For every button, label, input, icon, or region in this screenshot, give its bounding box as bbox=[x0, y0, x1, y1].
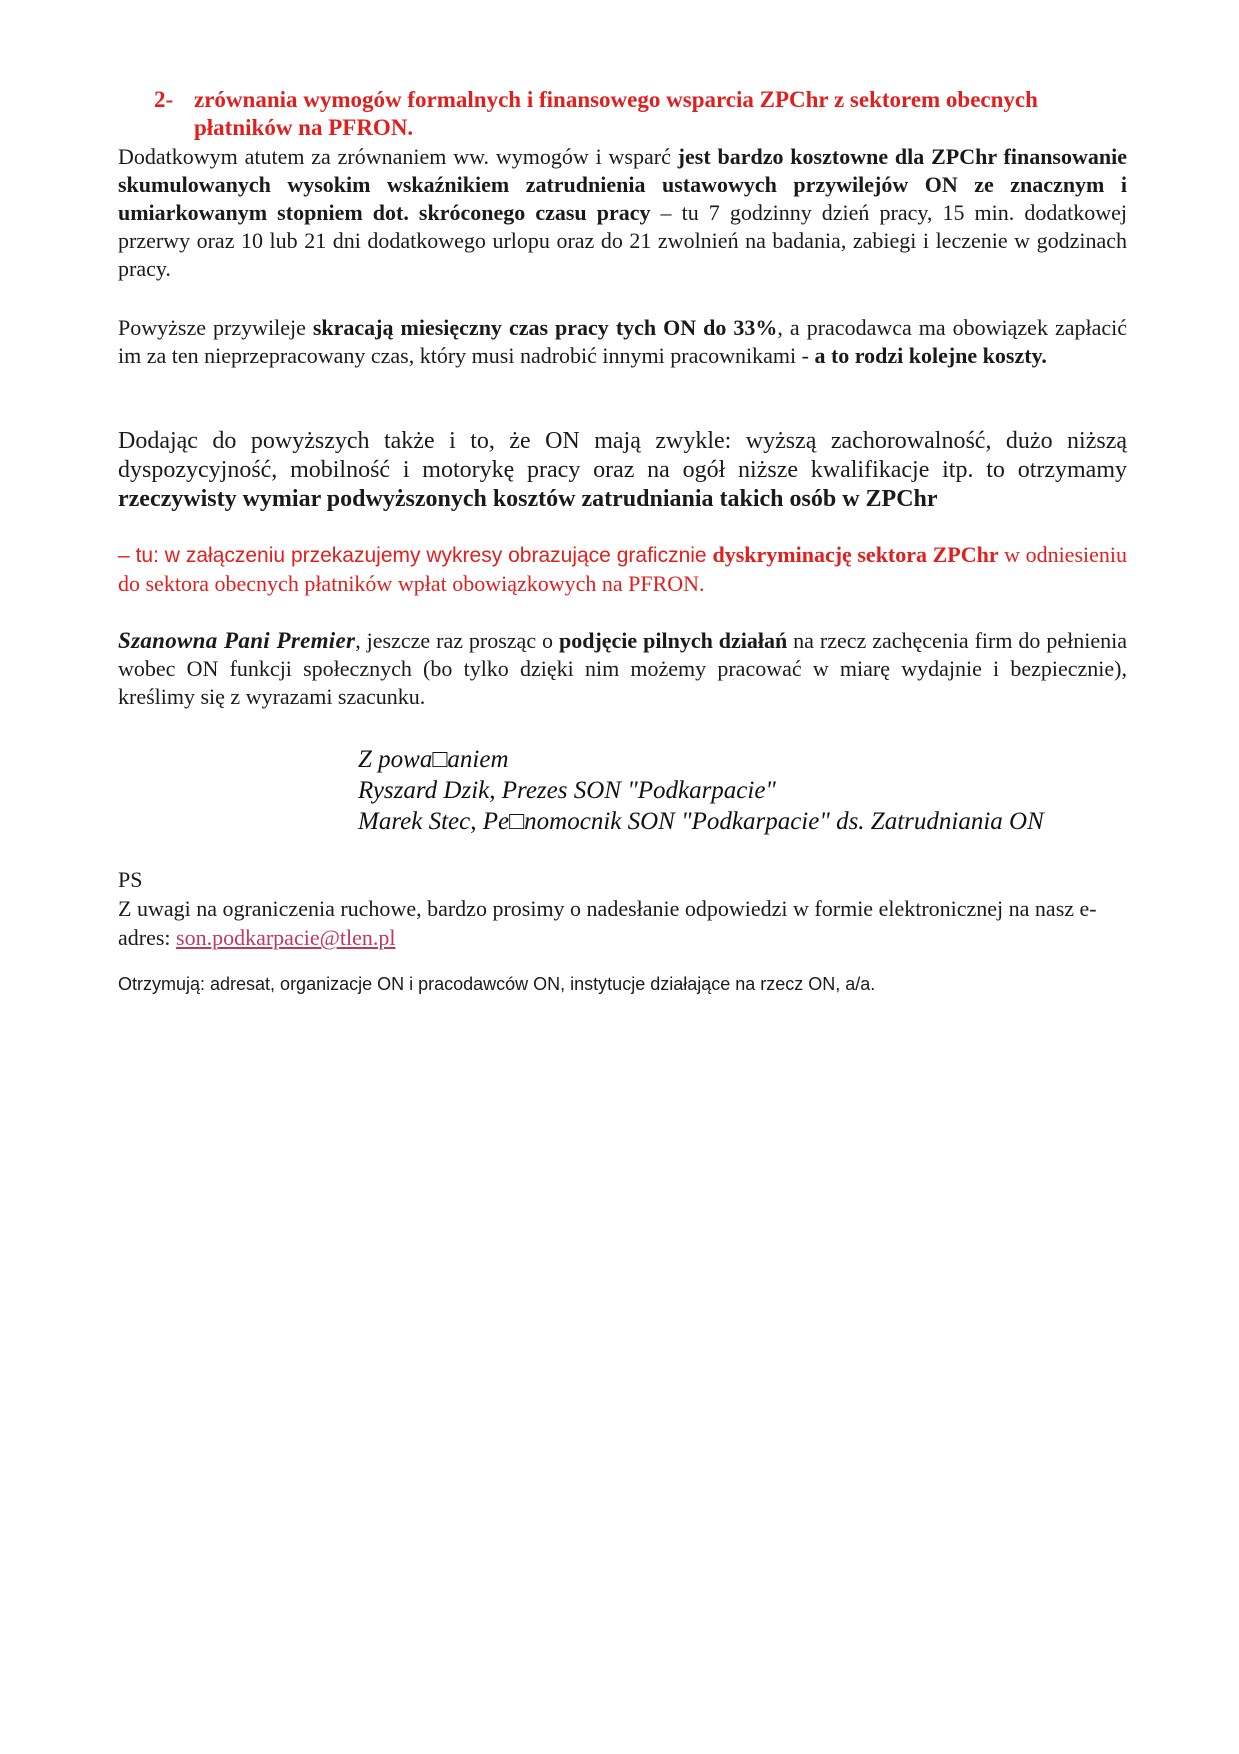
p1-text-c: – tu 7 godzinny dzień pracy, 15 min. dodatkowej przerwy oraz 10 lub 21 dni dodatkowego urlopu oraz do 21 zwolnień na badania, zabiegi i leczenie w godzinach pracy. bbox=[118, 200, 1127, 281]
p4-bold: dyskryminację sektora ZPChr bbox=[712, 542, 999, 567]
p5-text-a: , jeszcze raz prosząc o bbox=[355, 628, 559, 653]
heading-text: zrównania wymogów formalnych i finansowego wsparcia ZPChr z sektorem obecnych płatników na PFRON. bbox=[194, 87, 1038, 140]
p5-bold: podjęcie pilnych działań bbox=[558, 628, 788, 653]
p3-bold: rzeczywisty wymiar podwyższonych kosztów zatrudniania takich osób w ZPChr bbox=[118, 486, 938, 512]
signature-block bbox=[358, 744, 1138, 837]
p3-text-a: Dodając do powyższych także i to, że ON mają zwykle: wyższą zachorowalność, dużo niższą dyspozycyjność, mobilność i motorykę pracy oraz na ogół niższe kwalifikacje itp. to otrzymamy bbox=[118, 428, 1127, 483]
email-link[interactable]: son.podkarpacie@tlen.pl bbox=[176, 925, 396, 950]
ps-label: PS bbox=[118, 867, 143, 892]
p5-text-c: na rzecz zachęcenia firm do pełnienia wobec ON funkcji społecznych (bo tylko dzięki nim możemy pracować w miarę wydajnie i bezpiecznie), kreślimy się z wyrazami szacunku. bbox=[118, 628, 1128, 709]
paragraph-real-costs bbox=[118, 427, 1127, 514]
signature-representative: Marek Stec, Pe□nomocnik SON "Podkarpacie" ds. Zatrudniania ON bbox=[358, 808, 1044, 835]
ps-text: Z uwagi na ograniczenia ruchowe, bardzo prosimy o nadesłanie odpowiedzi w formie elektronicznej na nasz e-adres: bbox=[118, 896, 1097, 950]
paragraph-attachment bbox=[118, 541, 1127, 598]
heading-number: 2- bbox=[154, 87, 174, 112]
signature-president: Ryszard Dzik, Prezes SON "Podkarpacie" bbox=[358, 777, 776, 804]
p4-text-c: w odniesieniu do sektora obecnych płatników wpłat obowiązkowych na PFRON. bbox=[118, 542, 1127, 596]
paragraph-privileges bbox=[118, 314, 1127, 370]
p4-text-a: – tu: w załączeniu przekazujemy wykresy obrazujące graficznie bbox=[118, 544, 713, 567]
p2-bold-d: a to rodzi kolejne koszty. bbox=[814, 343, 1047, 368]
paragraph-closing bbox=[118, 627, 1127, 711]
postscript bbox=[118, 865, 1127, 952]
salutation: Szanowna Pani Premier bbox=[118, 628, 356, 653]
p1-bold: jest bardzo kosztowne dla ZPChr finansowanie skumulowanych wysokim wskaźnikiem zatrudnienia ustawowych przywilejów ON ze znacznym i umiarkowanym stopniem dot. skróconego czasu pracy bbox=[118, 144, 1127, 225]
signature-greeting: Z powa□aniem bbox=[358, 746, 509, 773]
p1-text-a: Dodatkowym atutem za zrównaniem ww. wymogów i wsparć bbox=[118, 144, 678, 169]
p2-text-a: Powyższe przywileje bbox=[118, 315, 313, 340]
paragraph-costs bbox=[118, 143, 1127, 283]
p2-bold-b: skracają miesięczny czas pracy tych ON do 33% bbox=[312, 315, 778, 340]
recipients-line: Otrzymują: adresat, organizacje ON i pracodawców ON, instytucje działające na rzecz ON, a/a. bbox=[118, 974, 876, 994]
p2-text-c: , a pracodawca ma obowiązek zapłacić im za ten nieprzepracowany czas, który musi nadrobić innymi pracownikami - bbox=[118, 315, 1127, 368]
